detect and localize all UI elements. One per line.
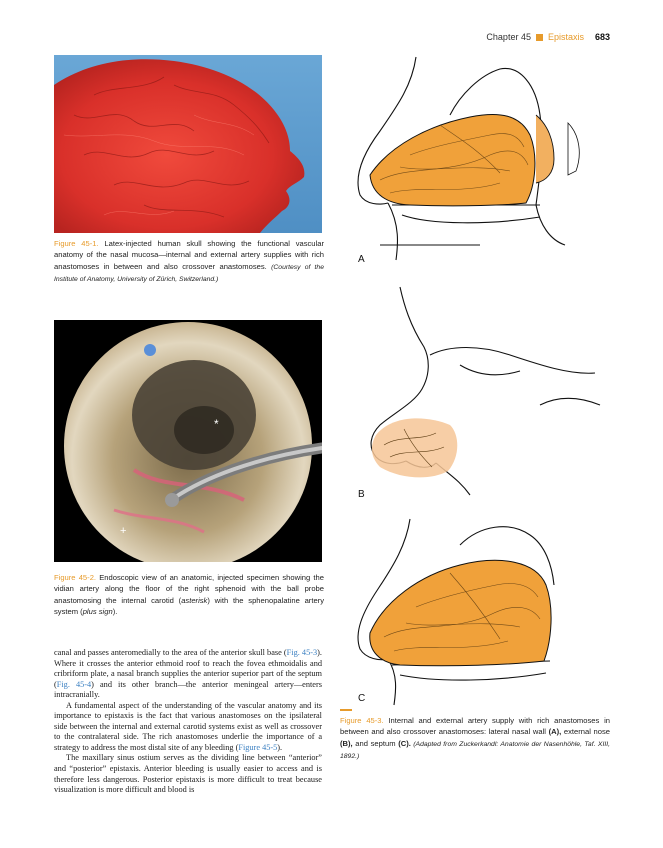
figure-45-3-label: Figure 45-3. [340,716,384,725]
section-square-icon [536,34,543,41]
figure-45-1-credit: (Courtesy of the Institute of Anatomy, University of Zürich, Switzerland.) [54,263,324,283]
figure-45-1-text: Latex-injected human skull showing the functional vascular anatomy of the nasal mucosa—internal and external artery supplies with rich anastomoses in between and also crossover anastomoses. [54,239,324,271]
p1-text-a: canal and passes anteromedially to the area of the anterior skull base ( [54,648,287,657]
panel-c-label: C [358,693,366,704]
figure-45-1-image [54,55,322,233]
figure-45-2-italic-asterisk: asterisk [181,595,208,605]
svg-text:*: * [214,417,219,431]
ref-fig-45-4[interactable]: Fig. 45-4 [56,679,92,689]
figure-45-2-text-1: Endoscopic view of an anatomic, injected specimen showing the vidian artery along the floor of the right sphenoid with the ball probe anastomosing the internal carotid ( [54,573,324,605]
paragraph-2 [54,701,322,754]
figure-45-3a-drawing [340,55,610,270]
p1-text-b: ). Where it crosses the anterior ethmoid roof to reach the fovea ethmoidalis and cribriform plate, a nasal branch supplies the anterior superior part of the septum ( [54,648,322,689]
panel-b-label: B [358,489,365,500]
figure-45-3-bold-b: (B), [340,738,353,748]
figure-45-2-caption [54,572,324,617]
figure-45-1-caption [54,238,324,285]
panel-a-label: A [358,254,365,265]
svg-text:+: + [120,525,127,537]
figure-45-2-label: Figure 45-2. [54,573,97,582]
figure-45-3-caption [340,715,610,762]
p1-text-c: ) and its other branch—the anterior meningeal artery—enters intracranially. [54,679,322,700]
ref-fig-45-3[interactable]: Fig. 45-3 [286,648,318,657]
figure-45-3b-drawing [340,285,610,500]
p2-text-a: A fundamental aspect of the understanding of the vascular anatomy and its importance to epistaxis is the fact that various anastomoses on the ipsilateral side between the internal and external carotid systems exist as well as crossover to the contralateral side. The rich anastomoses underlie the importance of a strategy to address the most distal site of any bleeding ( [54,700,322,752]
figure-45-3-rule [340,709,352,711]
body-text [54,648,322,796]
page-number: 683 [594,32,610,42]
figure-45-3-bold-c: (C). [398,738,411,748]
figure-45-3-text-2: external nose [561,727,610,737]
figure-45-3-credit: (Adapted from Zuckerkandl: Anatomie der Nasenhöhle, Taf. XIII, 1892.) [340,740,610,760]
paragraph-3: The maxillary sinus ostium serves as the dividing line between “anterior” and “posterior” epistaxis. Anterior bleeding is usually easier to access and is therefore less dangerous. Posterior epistaxis is more difficult to treat because visualization is more difficult and blood is [54,753,322,795]
running-header [430,30,610,44]
figure-45-2-image [54,320,322,562]
figure-45-3-text-3: and septum [352,738,399,748]
figure-45-1-label: Figure 45-1. [54,239,99,248]
section-title: Epistaxis [547,32,584,42]
figure-45-2-text-3: ). [112,606,118,616]
figure-45-3-bold-a: (A), [548,727,562,737]
figure-45-3-text-1: Internal and external artery supply with rich anastomoses in between and also crossover anastomoses: lateral nasal wall [340,716,610,737]
figure-45-3c-drawing [340,515,610,710]
figure-45-2-italic-plus: plus sign [82,606,113,616]
paragraph-1 [54,648,322,701]
p2-text-b: ). [277,742,283,752]
figure-45-2-text-2: ) with the sphenopalatine artery system ( [54,595,324,616]
chapter-label: Chapter 45 [486,32,531,42]
ref-figure-45-5[interactable]: Figure 45-5 [238,742,278,752]
